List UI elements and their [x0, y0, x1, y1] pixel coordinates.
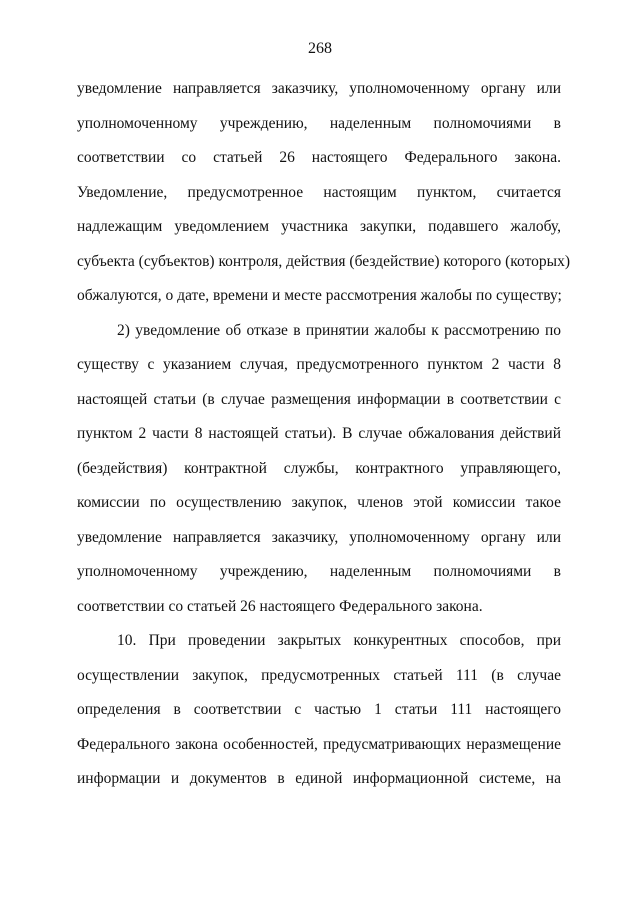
text-line: уполномоченному учреждению, наделенным полномочиями в [77, 563, 561, 580]
text-line: комиссии по осуществлению закупок, членов этой комиссии такое [77, 494, 561, 511]
text-line: Уведомление, предусмотренное настоящим пунктом, считается [77, 183, 561, 201]
text-line: определения в соответствии с частью 1 статьи 111 настоящего [77, 701, 561, 718]
document-body [77, 72, 570, 797]
text-line: пунктом 2 части 8 настоящей статьи). В случае обжалования действий [77, 425, 561, 442]
text-line: обжалуются, о дате, времени и месте рассмотрения жалобы по существу; [77, 287, 562, 304]
text-line: соответствии со статьей 26 настоящего Федерального закона. [77, 597, 483, 615]
text-line: существу с указанием случая, предусмотренного пунктом 2 части 8 [77, 356, 561, 373]
text-line: осуществлении закупок, предусмотренных статьей 111 (в случае [77, 666, 561, 684]
text-line: уведомление направляется заказчику, уполномоченному органу или [77, 528, 561, 546]
text-line: субъекта (субъектов) контроля, действия (бездействие) которого (которых) [77, 252, 570, 270]
page-number: 268 [308, 40, 332, 57]
text-line: соответствии со статьей 26 настоящего Федерального закона. [77, 149, 561, 166]
text-line: 2) уведомление об отказе в принятии жалобы к рассмотрению по [117, 321, 561, 339]
text-line: уполномоченному учреждению, наделенным полномочиями в [77, 114, 561, 132]
text-line: (бездействия) контрактной службы, контрактного управляющего, [77, 459, 561, 477]
text-line: надлежащим уведомлением участника закупки, подавшего жалобу, [77, 218, 561, 235]
text-line: Федерального закона особенностей, предусматривающих неразмещение [77, 735, 561, 753]
text-line: уведомление направляется заказчику, уполномоченному органу или [77, 80, 561, 97]
text-line: информации и документов в единой информационной системе, на [77, 770, 561, 787]
text-line: 10. При проведении закрытых конкурентных способов, при [117, 632, 561, 649]
text-line: настоящей статьи (в случае размещения информации в соответствии с [77, 390, 561, 408]
